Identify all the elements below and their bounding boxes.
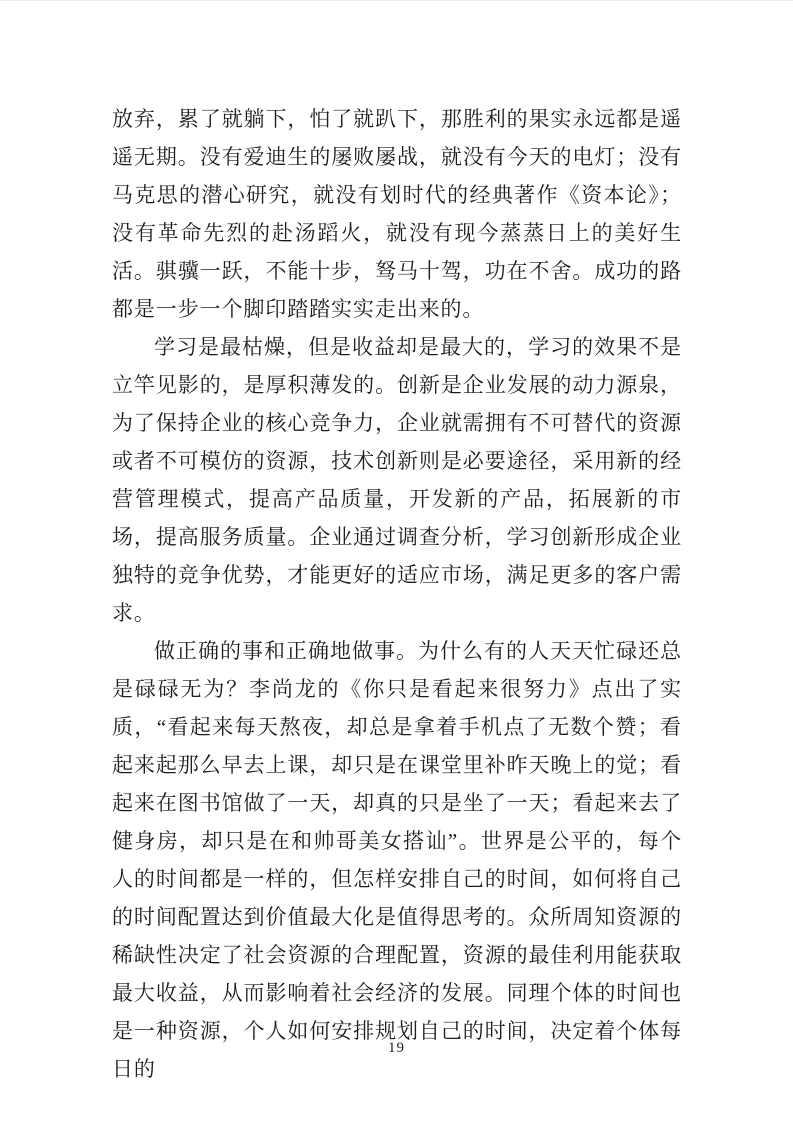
- paragraph-learning-innovation: 学习是最枯燥，但是收益却是最大的，学习的效果不是立竿见影的，是厚积薄发的。创新是企业发展的动力源泉，为了保持企业的核心竞争力，企业就需拥有不可替代的资源或者不可模仿的资源，技术创新则是必要途径，采用新的经营管理模式，提高产品质量，开发新的产品，拓展新的市场，提高服务质量。企业通过调查分析，学习创新形成企业独特的竞争优势，才能更好的适应市场，满足更多的客户需求。: [112, 335, 682, 625]
- page-body: [0, 1, 793, 1088]
- page-number: 19: [388, 1040, 405, 1056]
- paragraph-time-management: 做正确的事和正确地做事。为什么有的人天天忙碌还总是碌碌无为？李尚龙的《你只是看起来很努力》点出了实质，“看起来每天熬夜，却总是拿着手机点了无数个赞；看起来起那么早去上课，却只是在课堂里补昨天晚上的觉；看起来在图书馆做了一天，却真的只是坐了一天；看起来去了健身房，却只是在和帅哥美女搭讪”。世界是公平的，每个人的时间都是一样的，但怎样安排自己的时间，如何将自己的时间配置达到价值最大化是值得思考的。众所周知资源的稀缺性决定了社会资源的合理配置，资源的最佳利用能获取最大收益，从而影响着社会经济的发展。同理个体的时间也是一种资源，个人如何安排规划自己的时间，决定着个体每日的: [112, 639, 682, 1081]
- paragraph-success-road: 放弃，累了就躺下，怕了就趴下，那胜利的果实永远都是遥遥无期。没有爱迪生的屡败屡战，就没有今天的电灯；没有马克思的潜心研究，就没有划时代的经典著作《资本论》；没有革命先烈的赴汤蹈火，就没有现今蒸蒸日上的美好生活。骐骥一跃，不能十步，驽马十驾，功在不舍。成功的路都是一步一个脚印踏踏实实走出来的。: [112, 107, 682, 321]
